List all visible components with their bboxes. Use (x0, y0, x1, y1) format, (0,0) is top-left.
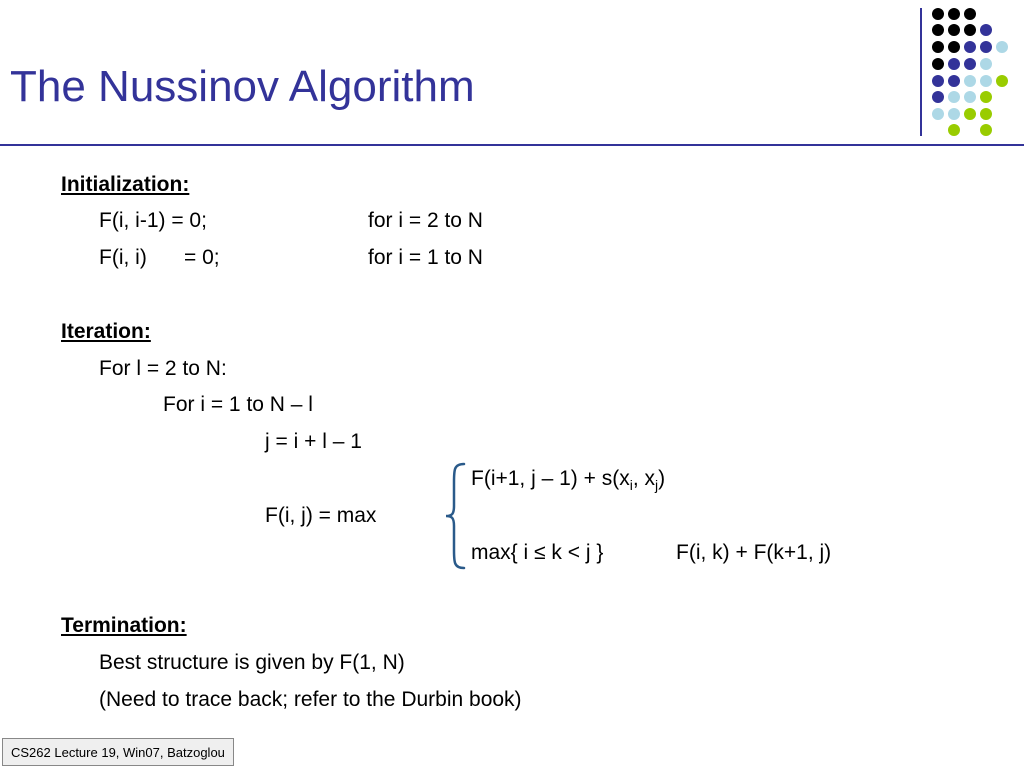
termination-line2: (Need to trace back; refer to the Durbin book) (99, 688, 522, 711)
decor-dot (932, 24, 944, 36)
decor-dot (948, 58, 960, 70)
decor-dot (980, 58, 992, 70)
decor-dot (932, 91, 944, 103)
decor-dot (964, 108, 976, 120)
slide-title: The Nussinov Algorithm (10, 62, 475, 111)
decor-dot (980, 75, 992, 87)
decor-dot (996, 41, 1008, 53)
decor-vertical-line (920, 8, 922, 136)
init-line2-condition: for i = 1 to N (368, 246, 483, 269)
case1-subscript-j: j (655, 477, 659, 494)
termination-line1: Best structure is given by F(1, N) (99, 651, 405, 674)
decor-dot (932, 8, 944, 20)
decor-dot (964, 91, 976, 103)
left-brace-icon (444, 462, 468, 570)
decor-dot (964, 58, 976, 70)
init-line2-rhs: = 0; (184, 246, 220, 269)
decor-dot (932, 41, 944, 53)
decor-dot (948, 8, 960, 20)
decor-dot (932, 108, 944, 120)
init-line1-expr: F(i, i-1) = 0; (99, 209, 207, 232)
recurrence-case-1 (471, 467, 665, 497)
decor-dot (980, 24, 992, 36)
decor-dot (964, 8, 976, 20)
decor-dot (964, 75, 976, 87)
j-assignment: j = i + l – 1 (265, 430, 362, 453)
decor-dot (948, 24, 960, 36)
loop-outer: For l = 2 to N: (99, 357, 227, 380)
initialization-heading: Initialization: (61, 173, 190, 196)
decor-dot (980, 124, 992, 136)
decor-dot (948, 108, 960, 120)
decor-dot (980, 41, 992, 53)
decor-dot (964, 41, 976, 53)
decor-dot (980, 108, 992, 120)
case1-mid: , x (632, 467, 656, 490)
decor-dot (996, 75, 1008, 87)
case1-end: ) (658, 467, 666, 490)
footer-label: CS262 Lecture 19, Win07, Batzoglou (2, 738, 234, 766)
title-underline (0, 144, 1024, 146)
decor-dot (948, 91, 960, 103)
recurrence-case-2-expr: F(i, k) + F(k+1, j) (676, 541, 832, 564)
init-line2-lhs: F(i, i) (99, 246, 147, 269)
case1-subscript-i: i (629, 477, 633, 494)
decor-dot (948, 124, 960, 136)
case1-prefix: F(i+1, j – 1) + s(x (471, 467, 630, 490)
decor-dot (948, 41, 960, 53)
decor-dot (964, 24, 976, 36)
termination-heading: Termination: (61, 614, 187, 637)
loop-inner: For i = 1 to N – l (163, 393, 313, 416)
recurrence-case-2-range: max{ i ≤ k < j } (471, 541, 604, 564)
decor-dot (932, 58, 944, 70)
decor-dot (980, 91, 992, 103)
f-max-expression: F(i, j) = max (265, 504, 377, 527)
init-line1-condition: for i = 2 to N (368, 209, 483, 232)
iteration-heading: Iteration: (61, 320, 151, 343)
decor-dot (932, 75, 944, 87)
decor-dot (948, 75, 960, 87)
